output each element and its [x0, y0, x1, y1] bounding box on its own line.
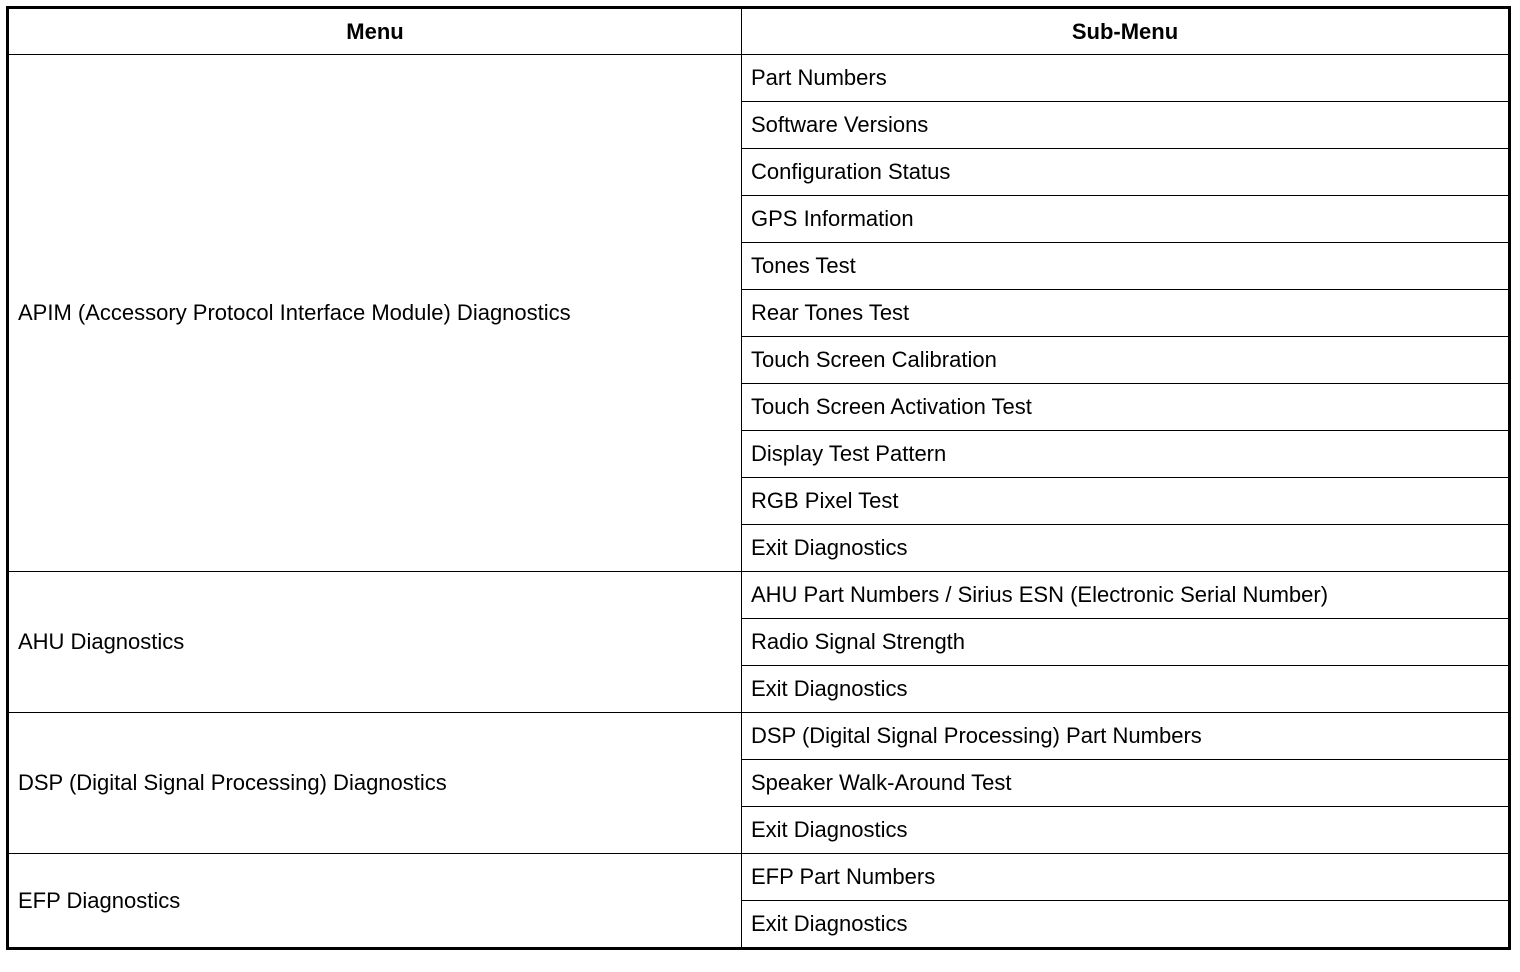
submenu-cell: DSP (Digital Signal Processing) Part Numbers [742, 713, 1510, 760]
submenu-cell: Tones Test [742, 243, 1510, 290]
table-row [8, 854, 1510, 901]
menu-cell-apim: APIM (Accessory Protocol Interface Module) Diagnostics [8, 55, 742, 572]
submenu-cell: Radio Signal Strength [742, 619, 1510, 666]
header-row [8, 8, 1510, 55]
submenu-cell: AHU Part Numbers / Sirius ESN (Electronic Serial Number) [742, 572, 1510, 619]
submenu-cell: Touch Screen Calibration [742, 337, 1510, 384]
menu-cell-ahu: AHU Diagnostics [8, 572, 742, 713]
submenu-cell: Exit Diagnostics [742, 666, 1510, 713]
submenu-column-header: Sub-Menu [742, 8, 1510, 55]
menu-cell-efp: EFP Diagnostics [8, 854, 742, 949]
submenu-cell: Configuration Status [742, 149, 1510, 196]
submenu-cell: Touch Screen Activation Test [742, 384, 1510, 431]
table-row [8, 713, 1510, 760]
submenu-cell: Display Test Pattern [742, 431, 1510, 478]
table-row [8, 572, 1510, 619]
menu-column-header: Menu [8, 8, 742, 55]
diagnostics-menu-table [6, 6, 1511, 950]
table-row [8, 55, 1510, 102]
submenu-cell: Exit Diagnostics [742, 901, 1510, 949]
submenu-cell: Part Numbers [742, 55, 1510, 102]
submenu-cell: EFP Part Numbers [742, 854, 1510, 901]
submenu-cell: Software Versions [742, 102, 1510, 149]
submenu-cell: GPS Information [742, 196, 1510, 243]
submenu-cell: Exit Diagnostics [742, 525, 1510, 572]
submenu-cell: RGB Pixel Test [742, 478, 1510, 525]
menu-cell-dsp: DSP (Digital Signal Processing) Diagnostics [8, 713, 742, 854]
submenu-cell: Exit Diagnostics [742, 807, 1510, 854]
submenu-cell: Speaker Walk-Around Test [742, 760, 1510, 807]
submenu-cell: Rear Tones Test [742, 290, 1510, 337]
